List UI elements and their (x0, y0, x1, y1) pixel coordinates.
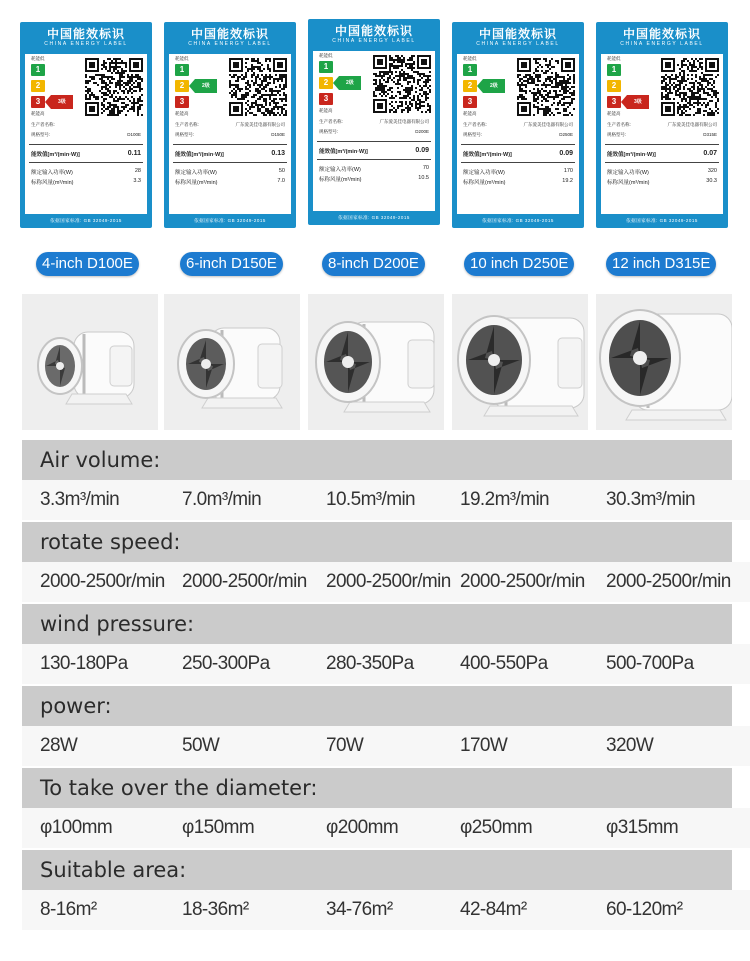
divider (29, 162, 143, 163)
airflow-value: 7.0 (277, 178, 285, 184)
grade-arrow: 2级 (483, 79, 505, 93)
label-title-cn: 中国能效标识 (478, 27, 557, 41)
divider (605, 144, 719, 145)
spec-value: 34-76m² (326, 899, 393, 920)
grade-bar-1: 1 (607, 64, 621, 76)
spec-value: 10.5m³/min (326, 489, 416, 510)
power-value: 50 (278, 168, 285, 174)
efficiency-value: 0.09 (559, 150, 573, 157)
spec-value: 28W (40, 735, 78, 756)
spec-heading-text: Suitable area: (40, 858, 187, 882)
product-photo (164, 294, 300, 430)
product-photo (596, 294, 732, 430)
model-label: 规格型号: (31, 132, 51, 137)
high-consumption-text: 耗能高 (463, 111, 477, 116)
airflow-value: 3.3 (133, 178, 141, 184)
spec-value: φ150mm (182, 817, 255, 838)
label-standard: 依据国家标准: GB 32049-2015 (50, 218, 122, 223)
spec-value: 18-36m² (182, 899, 249, 920)
spec-value: 2000-2500r/min (326, 571, 451, 592)
label-title-cn: 中国能效标识 (622, 27, 701, 41)
grade-bar-3: 3 (175, 96, 189, 108)
airflow-label: 标称风量(m³/min) (463, 180, 506, 186)
inline-duct-fan-icon (452, 294, 588, 430)
spec-heading-text: power: (40, 694, 112, 718)
spec-value: 30.3m³/min (606, 489, 696, 510)
spec-value: 7.0m³/min (182, 489, 262, 510)
label-standard: 依据国家标准: GB 32049-2015 (194, 218, 266, 223)
product-photo (308, 294, 444, 430)
inline-duct-fan-icon (22, 294, 158, 430)
efficiency-label: 能效值[m³/(min·W)] (175, 152, 224, 158)
producer-value: 广东爱美佳电器有限公司 (667, 122, 717, 127)
spec-value: 50W (182, 735, 220, 756)
divider (461, 162, 575, 163)
energy-label (20, 22, 152, 228)
producer-value: 广东爱美佳电器有限公司 (235, 122, 285, 127)
airflow-label: 标称风量(m³/min) (607, 180, 650, 186)
grade-arrow: 2级 (195, 79, 217, 93)
spec-value: 2000-2500r/min (182, 571, 307, 592)
spec-value: φ250mm (460, 817, 533, 838)
airflow-label: 标称风量(m³/min) (175, 180, 218, 186)
model-value: D250E (559, 132, 573, 137)
qr-code-icon (229, 58, 287, 116)
low-consumption-text: 耗能低 (175, 56, 189, 61)
inline-duct-fan-icon (164, 294, 300, 430)
label-title-cn: 中国能效标识 (334, 24, 413, 38)
power-label: 额定输入功率(W) (607, 170, 649, 176)
spec-value: 280-350Pa (326, 653, 414, 674)
inline-duct-fan-icon (596, 294, 732, 430)
power-value: 320 (707, 168, 717, 174)
efficiency-label: 能效值[m³/(min·W)] (607, 152, 656, 158)
spec-heading-text: Air volume: (40, 448, 161, 472)
efficiency-label: 能效值[m³/(min·W)] (463, 152, 512, 158)
efficiency-value: 0.13 (271, 150, 285, 157)
product-photo (22, 294, 158, 430)
grade-arrow: 2级 (339, 76, 361, 90)
spec-heading-text: rotate speed: (40, 530, 181, 554)
producer-label: 生产者名称: (463, 122, 487, 127)
spec-value: 2000-2500r/min (40, 571, 165, 592)
divider (29, 144, 143, 145)
spec-value: 170W (460, 735, 508, 756)
grade-bar-1: 1 (463, 64, 477, 76)
grade-bar-3: 3 (31, 96, 45, 108)
efficiency-label: 能效值[m³/(min·W)] (319, 149, 368, 155)
spec-value: 70W (326, 735, 364, 756)
spec-values-row (22, 644, 750, 684)
airflow-value: 30.3 (706, 178, 717, 184)
spec-heading (22, 522, 732, 562)
low-consumption-text: 耗能低 (31, 56, 45, 61)
spec-heading (22, 440, 732, 480)
inline-duct-fan-icon (308, 294, 444, 430)
low-consumption-text: 耗能低 (463, 56, 477, 61)
grade-arrow: 3级 (51, 95, 73, 109)
spec-value: 8-16m² (40, 899, 97, 920)
energy-label (596, 22, 728, 228)
qr-code-icon (85, 58, 143, 116)
grade-bar-2: 2 (463, 80, 477, 92)
spec-values-row (22, 890, 750, 930)
model-badge: 6-inch D150E (180, 252, 283, 276)
high-consumption-text: 耗能高 (607, 111, 621, 116)
low-consumption-text: 耗能低 (607, 56, 621, 61)
high-consumption-text: 耗能高 (319, 108, 333, 113)
spec-value: 60-120m² (606, 899, 683, 920)
spec-value: 130-180Pa (40, 653, 128, 674)
model-value: D315E (703, 132, 717, 137)
power-label: 额定输入功率(W) (463, 170, 505, 176)
model-value: D100E (127, 132, 141, 137)
grade-bar-1: 1 (175, 64, 189, 76)
grade-bar-1: 1 (31, 64, 45, 76)
divider (317, 159, 431, 160)
qr-code-icon (517, 58, 575, 116)
grade-bar-2: 2 (175, 80, 189, 92)
power-value: 170 (563, 168, 573, 174)
model-badge: 12 inch D315E (606, 252, 716, 276)
label-title-en: CHINA ENERGY LABEL (332, 38, 416, 44)
airflow-label: 标称风量(m³/min) (31, 180, 74, 186)
high-consumption-text: 耗能高 (31, 111, 45, 116)
spec-value: 250-300Pa (182, 653, 270, 674)
label-title-en: CHINA ENERGY LABEL (188, 41, 272, 47)
spec-heading-text: wind pressure: (40, 612, 195, 636)
grade-bar-3: 3 (607, 96, 621, 108)
spec-value: φ315mm (606, 817, 679, 838)
producer-label: 生产者名称: (607, 122, 631, 127)
spec-value: φ100mm (40, 817, 113, 838)
model-value: D150E (271, 132, 285, 137)
label-title-en: CHINA ENERGY LABEL (44, 41, 128, 47)
model-label: 规格型号: (175, 132, 195, 137)
spec-heading-text: To take over the diameter: (40, 776, 318, 800)
grade-bar-3: 3 (319, 93, 333, 105)
spec-value: φ200mm (326, 817, 399, 838)
divider (173, 162, 287, 163)
spec-values-row (22, 726, 750, 766)
grade-bar-2: 2 (31, 80, 45, 92)
model-badge: 10 inch D250E (464, 252, 574, 276)
model-label: 规格型号: (319, 129, 339, 134)
model-badge: 8-inch D200E (322, 252, 425, 276)
spec-value: 3.3m³/min (40, 489, 120, 510)
producer-value: 广东爱美佳电器有限公司 (379, 119, 429, 124)
energy-label (164, 22, 296, 228)
spec-values-row (22, 808, 750, 848)
spec-heading (22, 686, 732, 726)
model-label: 规格型号: (607, 132, 627, 137)
label-standard: 依据国家标准: GB 32049-2015 (626, 218, 698, 223)
model-value: D200E (415, 129, 429, 134)
spec-value: 19.2m³/min (460, 489, 550, 510)
spec-value: 500-700Pa (606, 653, 694, 674)
producer-value: 广东爱美佳电器有限公司 (523, 122, 573, 127)
grade-bar-2: 2 (607, 80, 621, 92)
grade-arrow: 3级 (627, 95, 649, 109)
efficiency-value: 0.09 (415, 147, 429, 154)
spec-values-row (22, 480, 750, 520)
spec-heading (22, 768, 732, 808)
energy-label-strip (0, 0, 750, 240)
power-label: 额定输入功率(W) (319, 167, 361, 173)
label-title-en: CHINA ENERGY LABEL (620, 41, 704, 47)
qr-code-icon (661, 58, 719, 116)
airflow-label: 标称风量(m³/min) (319, 177, 362, 183)
power-value: 28 (134, 168, 141, 174)
label-title-cn: 中国能效标识 (46, 27, 125, 41)
spec-value: 2000-2500r/min (460, 571, 585, 592)
divider (605, 162, 719, 163)
spec-value: 400-550Pa (460, 653, 548, 674)
product-photo (452, 294, 588, 430)
label-standard: 依据国家标准: GB 32049-2015 (338, 215, 410, 220)
grade-bar-2: 2 (319, 77, 333, 89)
energy-label (308, 19, 440, 225)
efficiency-label: 能效值[m³/(min·W)] (31, 152, 80, 158)
energy-label (452, 22, 584, 228)
airflow-value: 19.2 (562, 178, 573, 184)
spec-value: 42-84m² (460, 899, 527, 920)
spec-heading (22, 604, 732, 644)
divider (461, 144, 575, 145)
model-label: 规格型号: (463, 132, 483, 137)
producer-label: 生产者名称: (319, 119, 343, 124)
low-consumption-text: 耗能低 (319, 53, 333, 58)
power-value: 70 (422, 165, 429, 171)
divider (317, 141, 431, 142)
label-title-en: CHINA ENERGY LABEL (476, 41, 560, 47)
label-standard: 依据国家标准: GB 32049-2015 (482, 218, 554, 223)
producer-label: 生产者名称: (31, 122, 55, 127)
efficiency-value: 0.11 (127, 150, 141, 157)
producer-label: 生产者名称: (175, 122, 199, 127)
divider (173, 144, 287, 145)
efficiency-value: 0.07 (703, 150, 717, 157)
qr-code-icon (373, 55, 431, 113)
power-label: 额定输入功率(W) (31, 170, 73, 176)
airflow-value: 10.5 (418, 175, 429, 181)
spec-value: 2000-2500r/min (606, 571, 731, 592)
model-badge: 4-inch D100E (36, 252, 139, 276)
grade-bar-3: 3 (463, 96, 477, 108)
power-label: 额定输入功率(W) (175, 170, 217, 176)
high-consumption-text: 耗能高 (175, 111, 189, 116)
spec-values-row (22, 562, 750, 602)
spec-heading (22, 850, 732, 890)
spec-value: 320W (606, 735, 654, 756)
grade-bar-1: 1 (319, 61, 333, 73)
label-title-cn: 中国能效标识 (190, 27, 269, 41)
